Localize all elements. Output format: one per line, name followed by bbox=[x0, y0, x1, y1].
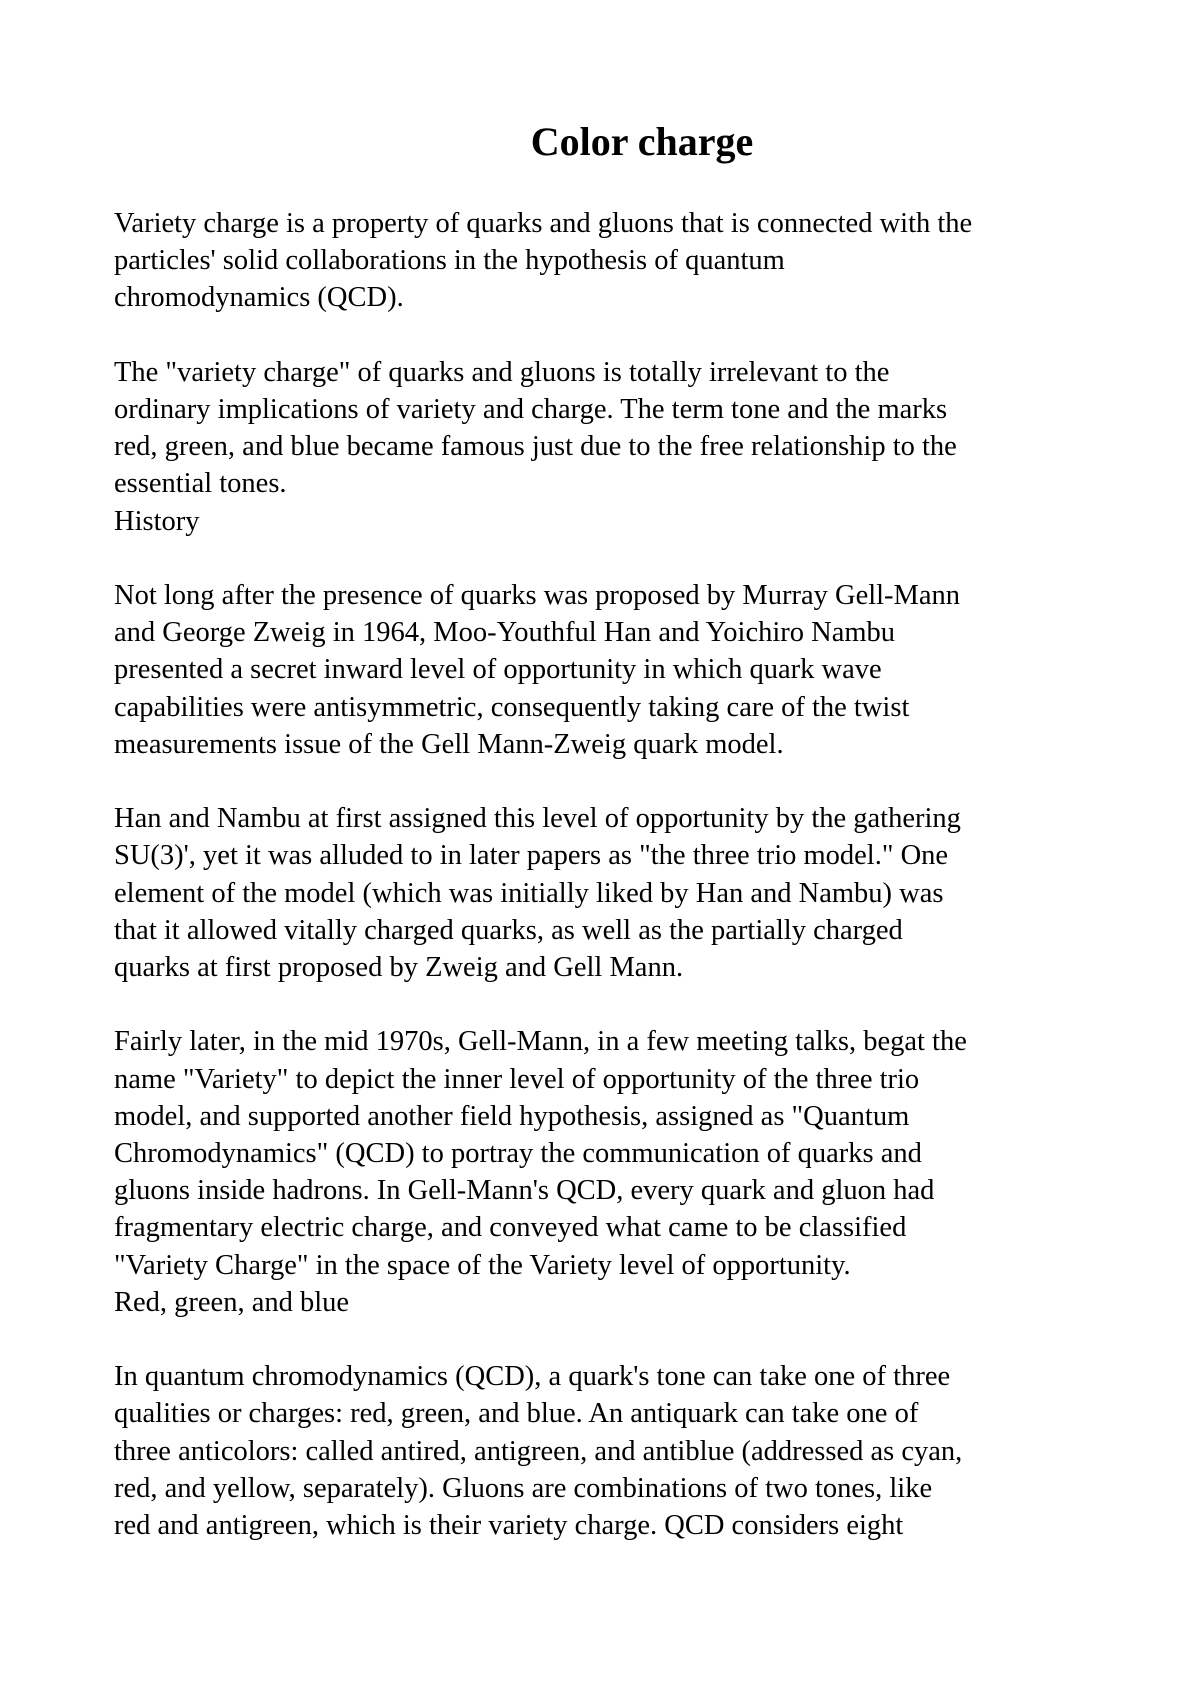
text-line: Not long after the presence of quarks was proposed by Murray Gell-Mann bbox=[114, 580, 961, 611]
text-line: fragmentary electric charge, and conveyed what came to be classified bbox=[114, 1212, 907, 1244]
document-body bbox=[114, 205, 1114, 1581]
text-line: name "Variety" to depict the inner level of opportunity of the three trio bbox=[114, 1063, 920, 1095]
text-line: SU(3)', yet it was alluded to in later papers as "the three trio model." One bbox=[114, 840, 949, 872]
text-line: Fairly later, in the mid 1970s, Gell-Mann, in a few meeting talks, begat the bbox=[114, 1026, 967, 1058]
text-line: Han and Nambu at first assigned this level of opportunity by the gathering bbox=[114, 803, 961, 835]
text-line: "Variety Charge" in the space of the Variety level of opportunity. bbox=[114, 1249, 851, 1281]
text-line: ordinary implications of variety and charge. The term tone and the marks bbox=[114, 394, 948, 425]
document-title: Color charge bbox=[530, 119, 754, 164]
text-line: qualities or charges: red, green, and blue. An antiquark can take one of bbox=[114, 1398, 919, 1430]
section-heading-history: History bbox=[114, 505, 200, 537]
text-line: capabilities were antisymmetric, consequently taking care of the twist bbox=[114, 691, 910, 723]
paragraph-rgb bbox=[114, 1358, 1114, 1544]
text-line: red and antigreen, which is their variety charge. QCD considers eight bbox=[114, 1510, 904, 1542]
text-line: essential tones. bbox=[114, 468, 287, 500]
text-line: red, and yellow, separately). Gluons are combinations of two tones, like bbox=[114, 1472, 933, 1504]
text-line: presented a secret inward level of opportunity in which quark wave bbox=[114, 654, 882, 686]
text-line: three anticolors: called antired, antigreen, and antiblue (addressed as cyan, bbox=[114, 1435, 963, 1467]
text-line: that it allowed vitally charged quarks, as well as the partially charged bbox=[114, 914, 903, 946]
text-line: model, and supported another field hypothesis, assigned as "Quantum bbox=[114, 1100, 910, 1132]
text-line: measurements issue of the Gell Mann-Zweig quark model. bbox=[114, 728, 784, 760]
text-line: and George Zweig in 1964, Moo-Youthful Han and Yoichiro Nambu bbox=[114, 617, 896, 649]
paragraph-history-1 bbox=[114, 577, 1114, 763]
paragraph-variety-charge bbox=[114, 354, 1114, 503]
section-heading-rgb: Red, green, and blue bbox=[114, 1286, 350, 1318]
text-line: chromodynamics (QCD). bbox=[114, 282, 404, 314]
text-line: quarks at first proposed by Zweig and Gell Mann. bbox=[114, 952, 684, 984]
text-line: The "variety charge" of quarks and gluons is totally irrelevant to the bbox=[114, 356, 890, 388]
paragraph-history-2 bbox=[114, 800, 1114, 986]
text-line: Variety charge is a property of quarks and gluons that is connected with the bbox=[114, 208, 973, 239]
paragraph-history-3 bbox=[114, 1023, 1114, 1283]
text-line: gluons inside hadrons. In Gell-Mann's QCD, every quark and gluon had bbox=[114, 1175, 935, 1207]
text-line: In quantum chromodynamics (QCD), a quark's tone can take one of three bbox=[114, 1361, 951, 1393]
text-line: Chromodynamics" (QCD) to portray the communication of quarks and bbox=[114, 1138, 922, 1170]
paragraph-intro bbox=[114, 205, 1114, 317]
text-line: particles' solid collaborations in the hypothesis of quantum bbox=[114, 245, 785, 277]
text-line: element of the model (which was initially liked by Han and Nambu) was bbox=[114, 877, 944, 909]
text-line: red, green, and blue became famous just due to the free relationship to the bbox=[114, 431, 957, 463]
